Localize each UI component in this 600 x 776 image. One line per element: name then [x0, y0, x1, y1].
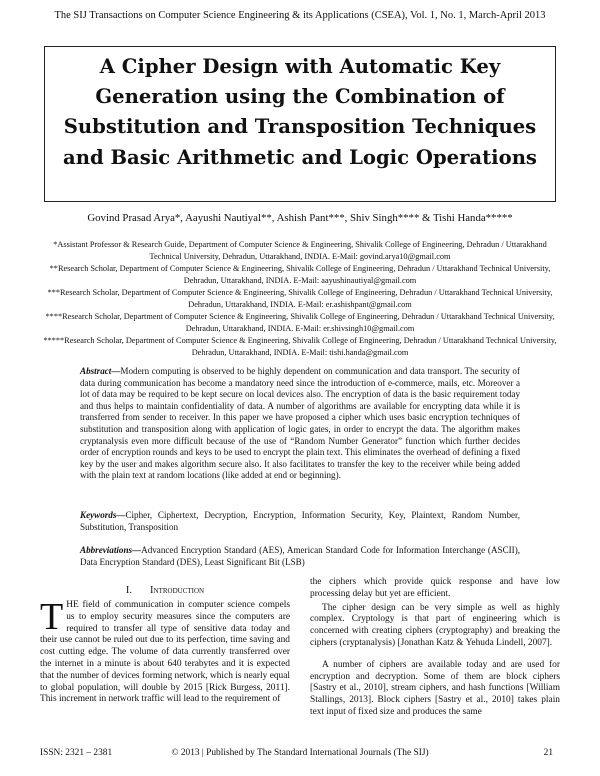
affiliation-1: *Assistant Professor & Research Guide, Department of Computer Science & Engineering, Shivalik College of Engineering, Dehradun / Uttarakhand Technical University, Dehradun, Uttarakhand, INDIA. E-Mail: govind.arya10@gmail.com	[53, 240, 547, 261]
abbreviations	[80, 545, 520, 568]
abstract-text: Modern computing is observed to be highly dependent on communication and data transport. The security of data during communication has become a mandatory need since the introduction of e-commerce, mails, etc. Moreover a lot of data may be required to be kept secure on local devices also. The encryption of data is the basic requirement today and thus helps to maintain confidentiality of data. A number of algorithms are available for encrypting data while it is transferred from sender to receiver. In this paper we have proposed a cipher which uses basic encryption techniques of substitution and transposition along with application of logic gates, in order to encrypt the data. The algorithm makes cryptanalysis even more difficult because of the use of “Random Number Generator” function which further decides order of encryption rounds and keys to be used to encrypt the plain text. This eliminates the overhead of defining a fixed key by the user and makes algorithm secure also. It also facilitates to transfer the key to the receiver while being added with the plain text at random locations (like added at end or beginning).	[80, 366, 520, 481]
footer-issn: ISSN: 2321 – 2381	[40, 748, 113, 758]
affiliation-4: ****Research Scholar, Department of Computer Science & Engineering, Shivalik College of Engineering, Dehradun / Uttarakhand Technical University, Dehradun, Uttarakhand, INDIA. E-Mail: er.shivsingh10@gmail.com	[45, 312, 555, 333]
authors: Govind Prasad Arya*, Aayushi Nautiyal**, Ashish Pant***, Shiv Singh**** & Tishi Handa*****	[87, 212, 513, 224]
keywords	[80, 510, 520, 533]
abbreviations-text: Advanced Encryption Standard (AES), American Standard Code for Information Interchange (ASCII), Data Encryption Standard (DES), Least Significant Bit (LSB)	[80, 545, 520, 567]
drop-cap: T	[40, 596, 64, 638]
intro-paragraph-4: A number of ciphers are available today and are used for encryption and decryption. Some of them are block ciphers [Sastry et al., 2010], stream ciphers, and hash functions [William Stallings, 2013]. Block ciphers [Sastry et al., 2010] takes plain text input of fixed size and produces the same	[310, 659, 560, 717]
abstract	[80, 366, 520, 482]
intro-paragraph-3: The cipher design can be very simple as well as highly complex. Cryptology is that part of engineering which is concerned with creating ciphers (cryptography) and breaking the ciphers (cryptanalysis) [Jonathan Katz & Yehuda Lindell, 2007].	[310, 602, 560, 648]
right-column	[310, 577, 560, 719]
paper-title: A Cipher Design with Automatic Key Generation using the Combination of Substitution and Transposition Techniques and Basic Arithmetic and Logic Operations	[63, 55, 537, 169]
page-number: 21	[543, 748, 553, 758]
affiliation-5: *****Research Scholar, Department of Computer Science & Engineering, Shivalik College of Engineering, Dehradun / Uttarakhand Technical University, Dehradun, Uttarakhand, INDIA. E-Mail: tishi.handa@gmail.com	[43, 336, 557, 357]
section-heading	[40, 585, 290, 596]
footer-publisher: © 2013 | Published by The Standard International Journals (The SIJ)	[171, 748, 429, 758]
left-column	[40, 596, 290, 706]
intro-paragraph-2: the ciphers which provide quick response and have low processing delay but yet are efficient.	[310, 577, 560, 599]
section-title: Introduction	[150, 585, 205, 596]
intro-paragraph-1: THE field of communication in computer science compels us to employ security measures since the computers are required to transfer all type of sensitive data today and their use cannot be ruled out due to its perfection, time saving and cost cutting edge. The volume of data currently transferred over the internet in a minute is about 640 terabytes and it is expected that the number of devices forming network, which is nearly equal to global population, will double by 2015 [Rick Burgess, 2011]. This increment in network traffic will lead to the requirement of	[40, 596, 290, 705]
affiliation-3: ***Research Scholar, Department of Computer Science & Engineering, Shivalik College of Engineering, Dehradun / Uttarakhand Technical University, Dehradun, Uttarakhand, INDIA. E-Mail: er.ashishpant@gmail.com	[47, 288, 553, 309]
abbreviations-label: Abbreviations—	[80, 545, 142, 555]
abstract-label: Abstract—	[80, 366, 121, 376]
affiliation-2: **Research Scholar, Department of Computer Science & Engineering, Shivalik College of Engineering, Dehradun / Uttarakhand Technical University, Dehradun, Uttarakhand, INDIA. E-Mail: aayushinautiyal@gmail.com	[49, 264, 551, 285]
section-number: I.	[125, 585, 133, 596]
keywords-label: Keywords—	[80, 510, 126, 520]
keywords-text: Cipher, Ciphertext, Decryption, Encryption, Information Security, Key, Plaintext, Random Number, Substitution, Transposition	[80, 510, 520, 532]
journal-header: The SIJ Transactions on Computer Science Engineering & its Applications (CSEA), Vol. 1, No. 1, March-April 2013	[54, 10, 546, 21]
